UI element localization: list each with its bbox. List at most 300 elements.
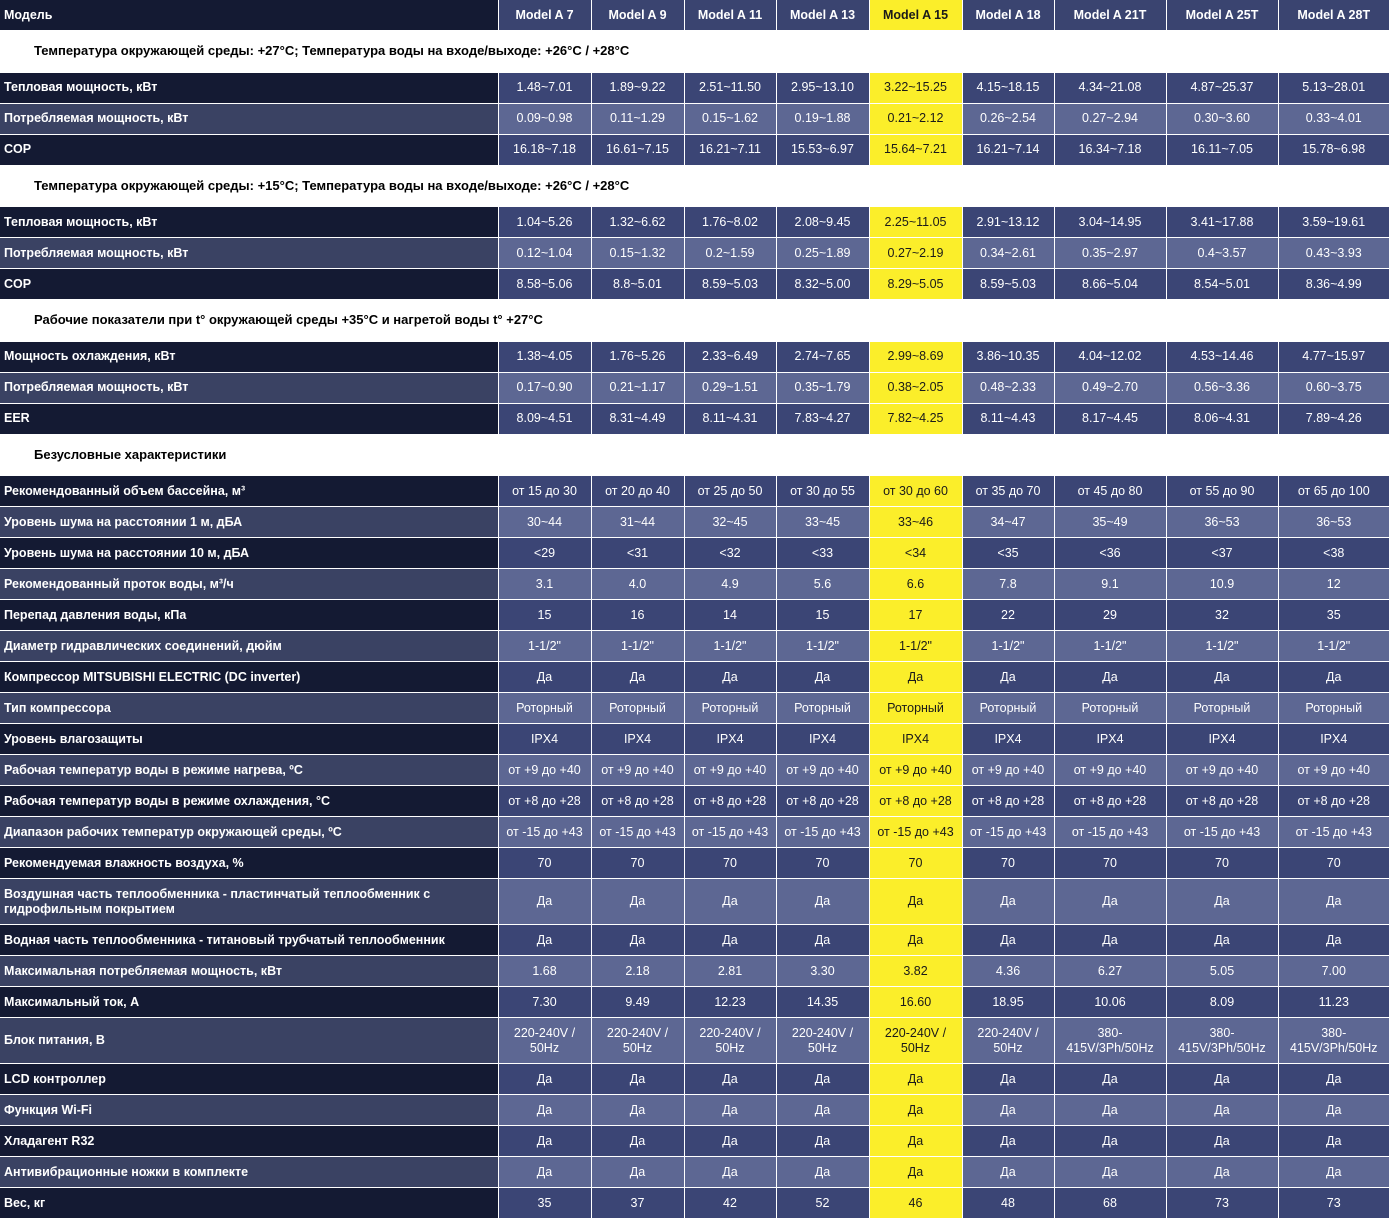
value-cell: 36~53 xyxy=(1166,507,1278,538)
value-cell: <36 xyxy=(1054,538,1166,569)
value-cell: 11.23 xyxy=(1278,987,1389,1018)
value-cell: 16 xyxy=(591,600,684,631)
value-cell-highlighted: 0.21~2.12 xyxy=(869,103,962,134)
value-cell: 4.53~14.46 xyxy=(1166,341,1278,372)
table-row xyxy=(0,269,1389,300)
value-cell: 1.76~5.26 xyxy=(591,341,684,372)
value-cell-highlighted: от -15 до +43 xyxy=(869,817,962,848)
value-cell: 220-240V / 50Hz xyxy=(776,1018,869,1064)
value-cell: 1-1/2" xyxy=(962,631,1054,662)
value-cell-highlighted: 2.25~11.05 xyxy=(869,207,962,238)
row-label: Рекомендованный объем бассейна, м³ xyxy=(0,476,498,507)
value-cell: Да xyxy=(1166,925,1278,956)
value-cell: 0.48~2.33 xyxy=(962,372,1054,403)
value-cell: Да xyxy=(591,662,684,693)
value-cell: 73 xyxy=(1166,1188,1278,1218)
row-label: Мощность охлаждения, кВт xyxy=(0,341,498,372)
table-row xyxy=(0,848,1389,879)
model-header: Model A 13 xyxy=(776,0,869,30)
value-cell: от -15 до +43 xyxy=(776,817,869,848)
value-cell: 380-415V/3Ph/50Hz xyxy=(1278,1018,1389,1064)
value-cell: Да xyxy=(498,1064,591,1095)
table-row xyxy=(0,507,1389,538)
value-cell-highlighted: 33~46 xyxy=(869,507,962,538)
section-header-row xyxy=(0,434,1389,476)
value-cell: 35~49 xyxy=(1054,507,1166,538)
value-cell: 8.59~5.03 xyxy=(684,269,776,300)
value-cell: 52 xyxy=(776,1188,869,1218)
value-cell: 16.34~7.18 xyxy=(1054,134,1166,165)
section-header-row xyxy=(0,165,1389,207)
value-cell-highlighted: от 30 до 60 xyxy=(869,476,962,507)
value-cell: 0.34~2.61 xyxy=(962,238,1054,269)
row-label: Уровень шума на расстоянии 1 м, дБА xyxy=(0,507,498,538)
value-cell: 70 xyxy=(1166,848,1278,879)
value-cell: 0.35~1.79 xyxy=(776,372,869,403)
value-cell: 9.1 xyxy=(1054,569,1166,600)
value-cell-highlighted: 15.64~7.21 xyxy=(869,134,962,165)
value-cell: Да xyxy=(684,1095,776,1126)
value-cell-highlighted: 46 xyxy=(869,1188,962,1218)
row-label: COP xyxy=(0,269,498,300)
value-cell: Да xyxy=(1054,1157,1166,1188)
value-cell: Да xyxy=(591,879,684,925)
value-cell: Да xyxy=(1054,1064,1166,1095)
section-header-row xyxy=(0,30,1389,72)
model-header: Model A 9 xyxy=(591,0,684,30)
value-cell: 0.35~2.97 xyxy=(1054,238,1166,269)
row-label: Потребляемая мощность, кВт xyxy=(0,238,498,269)
value-cell: от +9 до +40 xyxy=(776,755,869,786)
value-cell: Да xyxy=(776,879,869,925)
value-cell: 8.58~5.06 xyxy=(498,269,591,300)
value-cell: Да xyxy=(1278,1126,1389,1157)
value-cell: от +9 до +40 xyxy=(684,755,776,786)
value-cell: Да xyxy=(498,925,591,956)
value-cell-highlighted: 17 xyxy=(869,600,962,631)
value-cell: <29 xyxy=(498,538,591,569)
value-cell: 0.33~4.01 xyxy=(1278,103,1389,134)
value-cell: Да xyxy=(1054,1126,1166,1157)
value-cell: 0.25~1.89 xyxy=(776,238,869,269)
value-cell: Роторный xyxy=(1166,693,1278,724)
value-cell: 1.04~5.26 xyxy=(498,207,591,238)
value-cell: 1-1/2" xyxy=(776,631,869,662)
value-cell: 37 xyxy=(591,1188,684,1218)
value-cell: от 20 до 40 xyxy=(591,476,684,507)
row-label: Потребляемая мощность, кВт xyxy=(0,372,498,403)
value-cell: 70 xyxy=(1278,848,1389,879)
value-cell: 32~45 xyxy=(684,507,776,538)
value-cell: 16.18~7.18 xyxy=(498,134,591,165)
row-label: Уровень шума на расстоянии 10 м, дБА xyxy=(0,538,498,569)
value-cell: IPX4 xyxy=(962,724,1054,755)
value-cell: Роторный xyxy=(1054,693,1166,724)
value-cell: 15 xyxy=(498,600,591,631)
value-cell: от -15 до +43 xyxy=(684,817,776,848)
value-cell: Да xyxy=(498,879,591,925)
value-cell: от 35 до 70 xyxy=(962,476,1054,507)
value-cell: 7.00 xyxy=(1278,956,1389,987)
value-cell: 220-240V / 50Hz xyxy=(962,1018,1054,1064)
value-cell: 1.38~4.05 xyxy=(498,341,591,372)
row-label: Уровень влагозащиты xyxy=(0,724,498,755)
model-header-label: Модель xyxy=(0,0,498,30)
value-cell: Да xyxy=(1278,1095,1389,1126)
section-header-row xyxy=(0,299,1389,341)
value-cell: IPX4 xyxy=(1054,724,1166,755)
value-cell: 8.06~4.31 xyxy=(1166,403,1278,434)
value-cell: от 45 до 80 xyxy=(1054,476,1166,507)
value-cell: Да xyxy=(591,925,684,956)
value-cell-highlighted: 6.6 xyxy=(869,569,962,600)
value-cell: Да xyxy=(1278,925,1389,956)
value-cell: Да xyxy=(962,1064,1054,1095)
table-row xyxy=(0,538,1389,569)
row-label: Тепловая мощность, кВт xyxy=(0,207,498,238)
value-cell: 0.60~3.75 xyxy=(1278,372,1389,403)
value-cell: 10.06 xyxy=(1054,987,1166,1018)
value-cell: 10.9 xyxy=(1166,569,1278,600)
table-row xyxy=(0,1157,1389,1188)
model-header: Model A 18 xyxy=(962,0,1054,30)
value-cell-highlighted: IPX4 xyxy=(869,724,962,755)
table-row xyxy=(0,600,1389,631)
table-row xyxy=(0,372,1389,403)
value-cell: Да xyxy=(1278,1064,1389,1095)
value-cell-highlighted: Да xyxy=(869,1095,962,1126)
value-cell: Да xyxy=(1278,879,1389,925)
value-cell: 5.13~28.01 xyxy=(1278,72,1389,103)
value-cell: от 55 до 90 xyxy=(1166,476,1278,507)
value-cell: от 25 до 50 xyxy=(684,476,776,507)
model-header: Model A 7 xyxy=(498,0,591,30)
value-cell: от 30 до 55 xyxy=(776,476,869,507)
value-cell-highlighted: от +8 до +28 xyxy=(869,786,962,817)
row-label: LCD контроллер xyxy=(0,1064,498,1095)
row-label: Блок питания, В xyxy=(0,1018,498,1064)
value-cell: Да xyxy=(591,1095,684,1126)
value-cell: <33 xyxy=(776,538,869,569)
value-cell: 70 xyxy=(1054,848,1166,879)
value-cell: Да xyxy=(684,662,776,693)
value-cell: Да xyxy=(776,1064,869,1095)
value-cell: Да xyxy=(591,1064,684,1095)
value-cell: 7.30 xyxy=(498,987,591,1018)
value-cell: 8.54~5.01 xyxy=(1166,269,1278,300)
section-title: Температура окружающей среды: +15°C; Температура воды на входе/выходе: +26°C / +28°C xyxy=(0,165,1389,207)
value-cell-highlighted: Да xyxy=(869,1126,962,1157)
value-cell: 33~45 xyxy=(776,507,869,538)
value-cell: от +8 до +28 xyxy=(1278,786,1389,817)
value-cell: IPX4 xyxy=(1166,724,1278,755)
value-cell: 380-415V/3Ph/50Hz xyxy=(1166,1018,1278,1064)
value-cell: 16.61~7.15 xyxy=(591,134,684,165)
value-cell: 68 xyxy=(1054,1188,1166,1218)
value-cell: 32 xyxy=(1166,600,1278,631)
table-row xyxy=(0,724,1389,755)
value-cell: Да xyxy=(962,879,1054,925)
value-cell: Да xyxy=(591,1126,684,1157)
value-cell: 2.81 xyxy=(684,956,776,987)
row-label: Тип компрессора xyxy=(0,693,498,724)
value-cell: 34~47 xyxy=(962,507,1054,538)
value-cell: от -15 до +43 xyxy=(1278,817,1389,848)
value-cell-highlighted: от +9 до +40 xyxy=(869,755,962,786)
value-cell: 1.76~8.02 xyxy=(684,207,776,238)
value-cell: от +8 до +28 xyxy=(776,786,869,817)
value-cell-highlighted: 220-240V / 50Hz xyxy=(869,1018,962,1064)
value-cell: <37 xyxy=(1166,538,1278,569)
value-cell: Да xyxy=(1166,1064,1278,1095)
model-header: Model A 28T xyxy=(1278,0,1389,30)
value-cell: <35 xyxy=(962,538,1054,569)
value-cell-highlighted: 1-1/2" xyxy=(869,631,962,662)
row-label: Антивибрационные ножки в комплекте xyxy=(0,1157,498,1188)
value-cell: 4.9 xyxy=(684,569,776,600)
table-row xyxy=(0,631,1389,662)
value-cell: 70 xyxy=(498,848,591,879)
value-cell: 35 xyxy=(1278,600,1389,631)
model-header-highlighted: Model A 15 xyxy=(869,0,962,30)
value-cell: 0.12~1.04 xyxy=(498,238,591,269)
value-cell: от -15 до +43 xyxy=(962,817,1054,848)
value-cell: 7.8 xyxy=(962,569,1054,600)
value-cell: 2.51~11.50 xyxy=(684,72,776,103)
table-row xyxy=(0,476,1389,507)
value-cell: от +8 до +28 xyxy=(962,786,1054,817)
value-cell: IPX4 xyxy=(591,724,684,755)
value-cell: 4.36 xyxy=(962,956,1054,987)
value-cell: Да xyxy=(1054,925,1166,956)
value-cell: от +8 до +28 xyxy=(1166,786,1278,817)
value-cell: 35 xyxy=(498,1188,591,1218)
value-cell-highlighted: Роторный xyxy=(869,693,962,724)
value-cell: Роторный xyxy=(684,693,776,724)
value-cell: от +8 до +28 xyxy=(1054,786,1166,817)
value-cell: Да xyxy=(684,1064,776,1095)
table-row xyxy=(0,755,1389,786)
value-cell: 1-1/2" xyxy=(1278,631,1389,662)
value-cell: 4.04~12.02 xyxy=(1054,341,1166,372)
table-row xyxy=(0,134,1389,165)
value-cell: 3.59~19.61 xyxy=(1278,207,1389,238)
table-row xyxy=(0,341,1389,372)
value-cell: Да xyxy=(962,925,1054,956)
value-cell: 380-415V/3Ph/50Hz xyxy=(1054,1018,1166,1064)
table-row xyxy=(0,1095,1389,1126)
table-row xyxy=(0,879,1389,925)
value-cell: от +9 до +40 xyxy=(1054,755,1166,786)
value-cell: 70 xyxy=(591,848,684,879)
value-cell: Да xyxy=(498,662,591,693)
value-cell: 3.04~14.95 xyxy=(1054,207,1166,238)
value-cell: 15 xyxy=(776,600,869,631)
value-cell: 2.18 xyxy=(591,956,684,987)
value-cell: от 15 до 30 xyxy=(498,476,591,507)
value-cell: 0.17~0.90 xyxy=(498,372,591,403)
value-cell: 0.21~1.17 xyxy=(591,372,684,403)
value-cell: 7.89~4.26 xyxy=(1278,403,1389,434)
value-cell: 14 xyxy=(684,600,776,631)
value-cell: Да xyxy=(776,1126,869,1157)
value-cell: IPX4 xyxy=(1278,724,1389,755)
value-cell: 0.19~1.88 xyxy=(776,103,869,134)
value-cell: 12.23 xyxy=(684,987,776,1018)
table-row xyxy=(0,786,1389,817)
row-label: Рабочая температур воды в режиме нагрева, ºС xyxy=(0,755,498,786)
value-cell: 2.33~6.49 xyxy=(684,341,776,372)
value-cell: 0.15~1.62 xyxy=(684,103,776,134)
value-cell: 2.91~13.12 xyxy=(962,207,1054,238)
table-row xyxy=(0,817,1389,848)
table-row xyxy=(0,1126,1389,1157)
value-cell: 1-1/2" xyxy=(498,631,591,662)
value-cell: 70 xyxy=(962,848,1054,879)
value-cell: 1-1/2" xyxy=(591,631,684,662)
table-row xyxy=(0,987,1389,1018)
value-cell: <38 xyxy=(1278,538,1389,569)
value-cell: 0.11~1.29 xyxy=(591,103,684,134)
value-cell: 31~44 xyxy=(591,507,684,538)
value-cell: от 65 до 100 xyxy=(1278,476,1389,507)
table-row xyxy=(0,569,1389,600)
value-cell: 6.27 xyxy=(1054,956,1166,987)
value-cell: от +8 до +28 xyxy=(498,786,591,817)
value-cell: от +8 до +28 xyxy=(684,786,776,817)
value-cell: 4.0 xyxy=(591,569,684,600)
value-cell: 1.48~7.01 xyxy=(498,72,591,103)
value-cell: Да xyxy=(1054,1095,1166,1126)
value-cell: 0.56~3.36 xyxy=(1166,372,1278,403)
value-cell: 8.36~4.99 xyxy=(1278,269,1389,300)
row-label: Компрессор MITSUBISHI ELECTRIC (DC inverter) xyxy=(0,662,498,693)
value-cell: 0.26~2.54 xyxy=(962,103,1054,134)
section-title: Температура окружающей среды: +27°C; Температура воды на входе/выходе: +26°C / +28°C xyxy=(0,30,1389,72)
value-cell: IPX4 xyxy=(684,724,776,755)
value-cell: 0.2~1.59 xyxy=(684,238,776,269)
value-cell: Да xyxy=(1166,1157,1278,1188)
value-cell: 4.77~15.97 xyxy=(1278,341,1389,372)
table-row xyxy=(0,403,1389,434)
value-cell: Да xyxy=(776,662,869,693)
value-cell: от +9 до +40 xyxy=(591,755,684,786)
row-label: Рабочая температур воды в режиме охлаждения, °С xyxy=(0,786,498,817)
value-cell: 5.6 xyxy=(776,569,869,600)
value-cell: от +8 до +28 xyxy=(591,786,684,817)
value-cell: 2.74~7.65 xyxy=(776,341,869,372)
value-cell: 0.4~3.57 xyxy=(1166,238,1278,269)
value-cell: Роторный xyxy=(962,693,1054,724)
value-cell: 8.09 xyxy=(1166,987,1278,1018)
value-cell: 220-240V / 50Hz xyxy=(591,1018,684,1064)
table-row xyxy=(0,693,1389,724)
value-cell: 0.27~2.94 xyxy=(1054,103,1166,134)
value-cell: Да xyxy=(776,925,869,956)
value-cell: IPX4 xyxy=(498,724,591,755)
value-cell: 0.43~3.93 xyxy=(1278,238,1389,269)
value-cell: 3.86~10.35 xyxy=(962,341,1054,372)
value-cell: 29 xyxy=(1054,600,1166,631)
value-cell-highlighted: 70 xyxy=(869,848,962,879)
value-cell-highlighted: 7.82~4.25 xyxy=(869,403,962,434)
value-cell: Да xyxy=(1166,1126,1278,1157)
value-cell: 1.32~6.62 xyxy=(591,207,684,238)
value-cell: от -15 до +43 xyxy=(1054,817,1166,848)
value-cell: 30~44 xyxy=(498,507,591,538)
value-cell: 220-240V / 50Hz xyxy=(684,1018,776,1064)
value-cell: 4.34~21.08 xyxy=(1054,72,1166,103)
row-label: Диаметр гидравлических соединений, дюйм xyxy=(0,631,498,662)
value-cell: 8.32~5.00 xyxy=(776,269,869,300)
table-row xyxy=(0,238,1389,269)
table-row xyxy=(0,662,1389,693)
row-label: Рекомендуемая влажность воздуха, % xyxy=(0,848,498,879)
value-cell: 9.49 xyxy=(591,987,684,1018)
value-cell: <31 xyxy=(591,538,684,569)
value-cell: 8.11~4.31 xyxy=(684,403,776,434)
value-cell: Да xyxy=(1278,662,1389,693)
value-cell-highlighted: 16.60 xyxy=(869,987,962,1018)
value-cell-highlighted: Да xyxy=(869,879,962,925)
value-cell: Да xyxy=(1278,1157,1389,1188)
row-label: COP xyxy=(0,134,498,165)
value-cell: 70 xyxy=(684,848,776,879)
value-cell: 8.59~5.03 xyxy=(962,269,1054,300)
value-cell: от +9 до +40 xyxy=(1166,755,1278,786)
value-cell: 4.87~25.37 xyxy=(1166,72,1278,103)
value-cell: Да xyxy=(498,1095,591,1126)
section-title: Безусловные характеристики xyxy=(0,434,1389,476)
value-cell: 1-1/2" xyxy=(1166,631,1278,662)
value-cell: 1.68 xyxy=(498,956,591,987)
value-cell: 12 xyxy=(1278,569,1389,600)
table-row xyxy=(0,1064,1389,1095)
value-cell: 0.09~0.98 xyxy=(498,103,591,134)
table-row xyxy=(0,207,1389,238)
value-cell: 220-240V / 50Hz xyxy=(498,1018,591,1064)
value-cell: Да xyxy=(776,1095,869,1126)
value-cell-highlighted: <34 xyxy=(869,538,962,569)
value-cell: от +9 до +40 xyxy=(498,755,591,786)
value-cell: 8.11~4.43 xyxy=(962,403,1054,434)
header-row xyxy=(0,0,1389,30)
value-cell: 18.95 xyxy=(962,987,1054,1018)
section-title: Рабочие показатели при t° окружающей среды +35°С и нагретой воды t° +27°С xyxy=(0,299,1389,341)
value-cell: от -15 до +43 xyxy=(498,817,591,848)
table-row xyxy=(0,1018,1389,1064)
row-label: Потребляемая мощность, кВт xyxy=(0,103,498,134)
value-cell: Да xyxy=(684,1157,776,1188)
value-cell: Да xyxy=(498,1126,591,1157)
value-cell: 2.95~13.10 xyxy=(776,72,869,103)
row-label: Функция Wi-Fi xyxy=(0,1095,498,1126)
table-row xyxy=(0,925,1389,956)
row-label: EER xyxy=(0,403,498,434)
model-header: Model A 25T xyxy=(1166,0,1278,30)
value-cell: 1-1/2" xyxy=(684,631,776,662)
value-cell: 16.21~7.11 xyxy=(684,134,776,165)
model-header: Model A 11 xyxy=(684,0,776,30)
value-cell: Да xyxy=(684,1126,776,1157)
value-cell: 1-1/2" xyxy=(1054,631,1166,662)
value-cell-highlighted: Да xyxy=(869,662,962,693)
row-label: Воздушная часть теплообменника - пластинчатый теплообменник с гидрофильным покрытием xyxy=(0,879,498,925)
value-cell: 42 xyxy=(684,1188,776,1218)
value-cell: от -15 до +43 xyxy=(591,817,684,848)
row-label: Диапазон рабочих температур окружающей среды, ºС xyxy=(0,817,498,848)
value-cell: 0.29~1.51 xyxy=(684,372,776,403)
